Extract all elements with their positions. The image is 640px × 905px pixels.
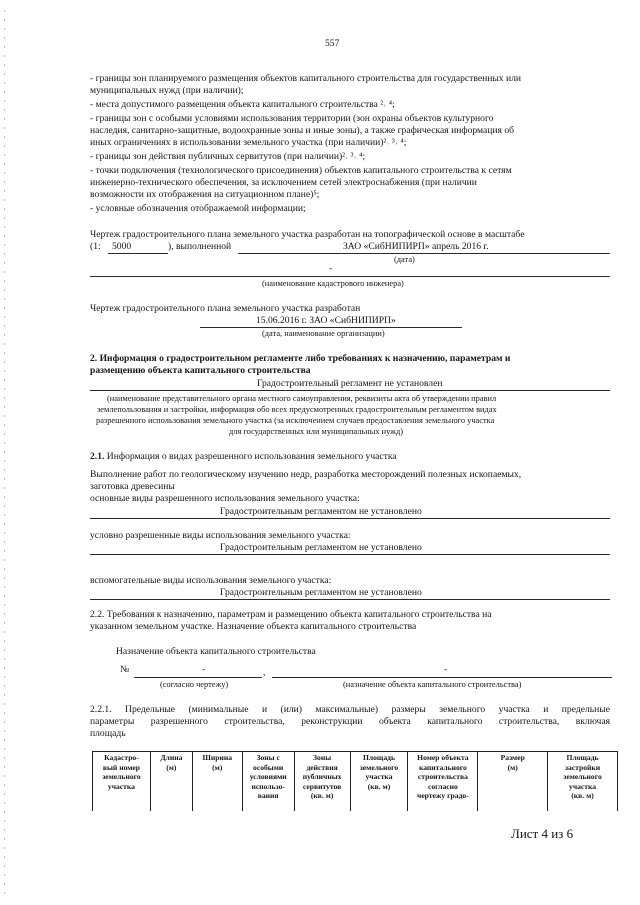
section221-text: параметры разрешенного строительства, реконструкции объекта капитального строительства, включая bbox=[90, 716, 610, 727]
developed-line: Чертеж градостроительного плана земельного участка разработан bbox=[90, 303, 361, 314]
main-uses-label: основные виды разрешенного использования земельного участка: bbox=[90, 493, 360, 504]
header-object-number: Номер объекта капитального строительства согласно чертежу градо- bbox=[408, 752, 478, 812]
table-header-row bbox=[93, 752, 618, 812]
section2-heading: 2. Информация о градостроительном регламенте либо требованиях к назначению, параметрам и bbox=[90, 353, 511, 364]
section22-heading-cont: указанном земельном участке. Назначение объекта капитального строительства bbox=[90, 621, 417, 632]
engineer-caption: (наименование кадастрового инженера) bbox=[262, 279, 404, 288]
list-item: - границы зон действия публичных сервитутов (при наличии)²˒ ³˒ ⁴; bbox=[90, 151, 366, 162]
section21-heading-rest: Информация о видах разрешенного использования земельного участка bbox=[104, 451, 397, 462]
section21-heading: 2.1. Информация о видах разрешенного использования земельного участка bbox=[90, 451, 397, 462]
conditional-uses-value: Градостроительным регламентом не установлено bbox=[220, 542, 422, 553]
regulation-caption: (наименование представительного органа местного самоуправления, реквизиты акта об утверждении правил bbox=[107, 394, 497, 403]
auxiliary-uses-value: Градостроительным регламентом не установлено bbox=[220, 587, 422, 598]
object-number-dash: - bbox=[202, 664, 206, 675]
object-number-underline bbox=[134, 677, 262, 678]
scale-value: 5000 bbox=[112, 241, 132, 252]
conditional-uses-label: условно разрешенные виды использования земельного участка: bbox=[90, 530, 351, 541]
list-item: - места допустимого размещения объекта капитального строительства ²˒ ⁴; bbox=[90, 99, 395, 110]
list-item: иных ограничениях в использовании земельного участка (при наличии)²˒ ³˒ ⁴; bbox=[90, 137, 407, 148]
list-item: - границы зон с особыми условиями использования территории (зон охраны объектов культурного bbox=[90, 113, 494, 124]
regulation-caption: разрешенного использования земельного участка (за исключением случаев предоставления земельного участка bbox=[96, 416, 495, 425]
list-item: инженерно-технического обеспечения, за исключением сетей электроснабжения (при наличии bbox=[90, 177, 477, 188]
page-number: 557 bbox=[325, 38, 340, 49]
executor-underline bbox=[238, 253, 610, 254]
regulation-value: Градостроительный регламент не установлен bbox=[257, 378, 443, 389]
executor-value: ЗАО «СибНИПИРП» апрель 2016 г. bbox=[343, 241, 489, 252]
header-length: Длина (м) bbox=[150, 752, 192, 812]
scale-prefix: (1: bbox=[90, 241, 101, 252]
list-item: муниципальных нужд (при наличии); bbox=[90, 85, 244, 96]
main-uses-underline bbox=[90, 518, 610, 519]
header-special-zones: Зоны с особыми условиями использо- вания bbox=[242, 752, 294, 812]
section221-line bbox=[90, 704, 610, 716]
header-servitude-zones: Зоны действия публичных сервитутов (кв. м) bbox=[294, 752, 350, 812]
date-caption: (дата) bbox=[394, 255, 415, 264]
list-item: наследия, санитарно-защитные, водоохранные зоны и иные зоны), а также графическая информация об bbox=[90, 125, 515, 136]
list-item: - условные обозначения отображаемой информации; bbox=[90, 203, 306, 214]
executed-label: ), выполненной bbox=[168, 241, 232, 252]
regulation-caption: для государственных или муниципальных нужд) bbox=[229, 427, 404, 436]
section221-line: площадь bbox=[90, 728, 126, 739]
list-item: - границы зон планируемого размещения объектов капитального строительства для государственных или bbox=[90, 73, 522, 84]
main-uses-value: Градостроительным регламентом не установлено bbox=[220, 506, 422, 517]
section221-text: 2.2.1. Предельные (минимальные и (или) максимальные) размеры земельного участка и предельные bbox=[90, 704, 610, 715]
header-cadastral-number: Кадастро- вый номер земельного участка bbox=[93, 752, 151, 812]
caption-by-drawing: (согласно чертежу) bbox=[160, 680, 229, 689]
list-item: - точки подключения (технологического присоединения) объектов капитального строительства к сетям bbox=[90, 165, 512, 176]
engineer-underline bbox=[90, 276, 610, 277]
number-sign: № bbox=[120, 664, 130, 675]
purpose-label: Назначение объекта капитального строительства bbox=[116, 646, 316, 657]
regulation-underline bbox=[90, 390, 610, 391]
auxiliary-uses-underline bbox=[90, 599, 610, 600]
comma: , bbox=[263, 667, 266, 678]
scan-margin bbox=[4, 10, 5, 895]
header-plot-area: Площадь земельного участка (кв. м) bbox=[350, 752, 408, 812]
developed-caption: (дата, наименование организации) bbox=[262, 329, 385, 338]
section22-heading: 2.2. Требования к назначению, параметрам и размещению объекта капитального строительства на bbox=[90, 609, 492, 620]
caption-object-purpose: (назначение объекта капитального строительства) bbox=[343, 680, 522, 689]
header-width: Ширина (м) bbox=[192, 752, 242, 812]
header-size: Размер (м) bbox=[478, 752, 548, 812]
object-purpose-underline bbox=[272, 677, 612, 678]
parameters-table bbox=[92, 751, 618, 811]
sheet-label: Лист 4 из 6 bbox=[511, 826, 574, 841]
section2-heading-cont: размещению объекта капитального строительства bbox=[90, 365, 311, 376]
conditional-uses-underline bbox=[90, 554, 610, 555]
scale-underline bbox=[108, 253, 168, 254]
list-item: возможности их отображения на ситуационном плане)⁵; bbox=[90, 189, 320, 200]
section221-line bbox=[90, 716, 610, 728]
developed-value: 15.06.2016 г. ЗАО «СибНИПИРП» bbox=[256, 315, 396, 326]
work-line: заготовка древесины bbox=[90, 481, 175, 492]
work-line: Выполнение работ по геологическому изучению недр, разработка месторождений полезных ископаемых, bbox=[90, 469, 522, 480]
object-purpose-dash: - bbox=[444, 664, 448, 675]
drawing-line: Чертеж градостроительного плана земельного участка разработан на топографической основе в масштабе bbox=[90, 229, 525, 240]
header-built-area: Площадь застройки земельного участка (кв. м) bbox=[548, 752, 618, 812]
engineer-dash: - bbox=[329, 263, 333, 274]
auxiliary-uses-label: вспомогательные виды использования земельного участка: bbox=[90, 575, 332, 586]
regulation-caption: землепользования и застройки, информация обо всех предусмотренных градостроительным регламентом видах bbox=[97, 405, 497, 414]
